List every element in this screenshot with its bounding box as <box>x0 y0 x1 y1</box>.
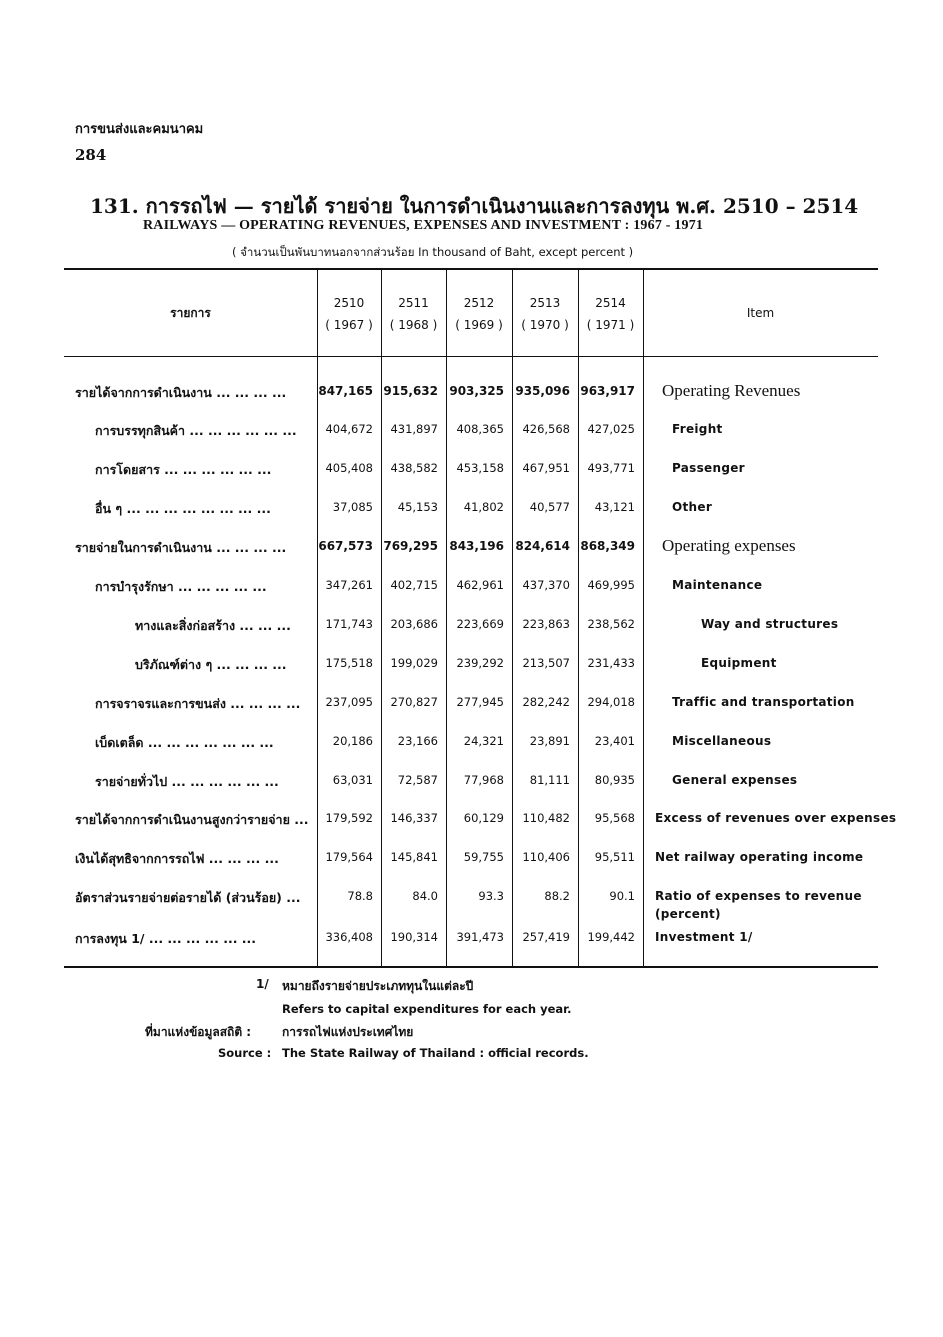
row-label-english: Operating Revenues <box>662 381 801 400</box>
table-cell: 40,577 <box>529 500 570 514</box>
table-cell: 935,096 <box>515 384 570 398</box>
row-label-english-cont: (percent) <box>655 907 721 921</box>
table-cell: 199,029 <box>390 656 438 670</box>
table-cell: 95,511 <box>594 850 635 864</box>
table-cell: 404,672 <box>325 422 373 436</box>
table-cell: 23,891 <box>529 734 570 748</box>
table-bottom-rule <box>64 966 878 968</box>
table-cell: 257,419 <box>522 930 570 944</box>
table-cell: 237,095 <box>325 695 373 709</box>
row-label-thai: อื่น ๆ ... ... ... ... ... ... ... ... <box>95 501 271 516</box>
year-header-be: 2511 <box>398 296 429 310</box>
year-header-ce: ( 1969 ) <box>455 318 503 332</box>
column-divider <box>643 270 644 966</box>
source-thai: การรถไฟแห่งประเทศไทย <box>282 1025 414 1039</box>
table-cell: 426,568 <box>522 422 570 436</box>
table-cell: 282,242 <box>522 695 570 709</box>
source-english: The State Railway of Thailand : official records. <box>282 1046 589 1060</box>
table-cell: 769,295 <box>383 539 438 553</box>
table-cell: 391,473 <box>456 930 504 944</box>
page-number: 284 <box>75 146 107 164</box>
source-thai-label: ที่มาแห่งข้อมูลสถิติ : <box>145 1025 252 1039</box>
table-cell: 81,111 <box>529 773 570 787</box>
row-label-english: General expenses <box>672 773 798 787</box>
row-label-english: Operating expenses <box>662 536 796 555</box>
table-cell: 63,031 <box>332 773 373 787</box>
row-label-english: Freight <box>672 422 723 436</box>
table-cell: 179,592 <box>325 811 373 825</box>
table-cell: 402,715 <box>390 578 438 592</box>
row-label-thai: บริภัณฑ์ต่าง ๆ ... ... ... ... <box>135 657 287 672</box>
year-header-be: 2510 <box>333 296 365 310</box>
table-cell: 453,158 <box>456 461 504 475</box>
table-cell: 78.8 <box>347 889 373 903</box>
table-cell: 847,165 <box>318 384 373 398</box>
table-cell: 347,261 <box>325 578 373 592</box>
table-cell: 469,995 <box>587 578 635 592</box>
table-cell: 431,897 <box>390 422 438 436</box>
table-cell: 213,507 <box>522 656 570 670</box>
year-header-be: 2513 <box>529 296 561 310</box>
table-cell: 199,442 <box>587 930 635 944</box>
row-label-thai: เงินได้สุทธิจากการรถไฟ ... ... ... ... <box>75 851 279 866</box>
table-cell: 963,917 <box>580 384 635 398</box>
table-cell: 72,587 <box>397 773 438 787</box>
row-label-thai: รายได้จากการดำเนินงานสูงกว่ารายจ่าย ... <box>75 812 309 827</box>
table-cell: 110,482 <box>522 811 570 825</box>
row-label-thai: การบำรุงรักษา ... ... ... ... ... <box>95 579 267 594</box>
table-cell: 277,945 <box>456 695 504 709</box>
row-label-thai: การบรรทุกสินค้า ... ... ... ... ... ... <box>95 423 297 438</box>
table-cell: 77,968 <box>463 773 504 787</box>
row-label-thai: รายจ่ายในการดำเนินงาน ... ... ... ... <box>75 540 287 555</box>
table-cell: 294,018 <box>587 695 635 709</box>
table-top-rule <box>64 268 878 270</box>
table-cell: 84.0 <box>412 889 438 903</box>
table-cell: 95,568 <box>594 811 635 825</box>
row-label-english: Equipment <box>701 656 777 670</box>
table-cell: 146,337 <box>390 811 438 825</box>
row-label-english: Maintenance <box>672 578 763 592</box>
row-label-english: Other <box>672 500 713 514</box>
year-header-ce: ( 1967 ) <box>325 318 373 332</box>
table-cell: 239,292 <box>456 656 504 670</box>
table-cell: 171,743 <box>325 617 373 631</box>
table-cell: 37,085 <box>332 500 373 514</box>
row-label-english: Investment 1/ <box>655 930 753 944</box>
year-header-be: 2512 <box>463 296 495 310</box>
table-cell: 667,573 <box>318 539 373 553</box>
table-title-thai: 131. การรถไฟ — รายได้ รายจ่าย ในการดำเนินงานและการลงทุน พ.ศ. 2510 – 2514 <box>90 194 859 218</box>
table-cell: 93.3 <box>478 889 504 903</box>
table-cell: 110,406 <box>522 850 570 864</box>
year-header-ce: ( 1971 ) <box>586 318 635 332</box>
table-cell: 45,153 <box>397 500 438 514</box>
table-cell: 88.2 <box>544 889 570 903</box>
row-label-thai: รายจ่ายทั่วไป ... ... ... ... ... ... <box>95 774 279 789</box>
footnote-english: Refers to capital expenditures for each year. <box>282 1002 572 1016</box>
table-cell: 231,433 <box>587 656 635 670</box>
table-cell: 843,196 <box>449 539 504 553</box>
table-cell: 437,370 <box>522 578 570 592</box>
table-cell: 915,632 <box>383 384 438 398</box>
table-cell: 223,863 <box>522 617 570 631</box>
header-item-english: Item <box>746 306 775 320</box>
table-cell: 903,325 <box>449 384 504 398</box>
row-label-thai: การโดยสาร ... ... ... ... ... ... <box>95 462 272 477</box>
table-cell: 824,614 <box>515 539 570 553</box>
row-label-thai: การจราจรและการขนส่ง ... ... ... ... <box>95 696 301 711</box>
table-cell: 462,961 <box>456 578 504 592</box>
table-cell: 24,321 <box>463 734 504 748</box>
row-label-thai: ทางและสิ่งก่อสร้าง ... ... ... <box>135 618 291 633</box>
row-label-english: Ratio of expenses to revenue <box>655 889 862 903</box>
header-bottom-rule <box>64 356 878 357</box>
table-cell: 41,802 <box>463 500 504 514</box>
table-cell: 179,564 <box>325 850 373 864</box>
table-cell: 80,935 <box>594 773 635 787</box>
table-cell: 408,365 <box>456 422 504 436</box>
table-cell: 238,562 <box>587 617 635 631</box>
footnote-thai: หมายถึงรายจ่ายประเภททุนในแต่ละปี <box>282 979 474 993</box>
row-label-thai: อัตราส่วนรายจ่ายต่อรายได้ (ส่วนร้อย) ... <box>75 890 301 905</box>
table-cell: 223,669 <box>456 617 504 631</box>
table-cell: 493,771 <box>587 461 635 475</box>
year-header-ce: ( 1968 ) <box>389 318 438 332</box>
table-cell: 336,408 <box>325 930 373 944</box>
table-cell: 203,686 <box>390 617 438 631</box>
row-label-english: Traffic and transportation <box>672 695 855 709</box>
table-cell: 270,827 <box>390 695 438 709</box>
row-label-english: Passenger <box>672 461 745 475</box>
table-title-english: RAILWAYS — OPERATING REVENUES, EXPENSES AND INVESTMENT : 1967 - 1971 <box>143 218 704 233</box>
table-cell: 20,186 <box>332 734 373 748</box>
header-item-thai: รายการ <box>170 306 211 320</box>
running-head: การขนส่งและคมนาคม <box>75 122 204 137</box>
source-english-label: Source : <box>218 1046 272 1060</box>
row-label-english: Miscellaneous <box>672 734 772 748</box>
table-cell: 43,121 <box>594 500 635 514</box>
table-cell: 23,401 <box>594 734 635 748</box>
table-cell: 405,408 <box>325 461 373 475</box>
footnote-mark: 1/ <box>256 977 269 991</box>
table-cell: 438,582 <box>390 461 438 475</box>
table-cell: 60,129 <box>463 811 504 825</box>
units-note: ( จำนวนเป็นพันบาทนอกจากส่วนร้อย In thousand of Baht, except percent ) <box>232 245 634 259</box>
table-cell: 59,755 <box>463 850 504 864</box>
year-header-ce: ( 1970 ) <box>521 318 569 332</box>
row-label-thai: รายได้จากการดำเนินงาน ... ... ... ... <box>75 385 287 400</box>
row-label-thai: เบ็ดเตล็ด ... ... ... ... ... ... ... <box>95 735 274 750</box>
table-cell: 427,025 <box>587 422 635 436</box>
table-cell: 868,349 <box>580 539 635 553</box>
table-cell: 145,841 <box>390 850 438 864</box>
row-label-english: Net railway operating income <box>655 850 864 864</box>
year-header-be: 2514 <box>595 296 626 310</box>
row-label-english: Excess of revenues over expenses <box>655 811 897 825</box>
row-label-thai: การลงทุน 1/ ... ... ... ... ... ... <box>75 931 257 946</box>
table-cell: 190,314 <box>390 930 438 944</box>
table-cell: 23,166 <box>397 734 438 748</box>
table-cell: 467,951 <box>522 461 570 475</box>
row-label-english: Way and structures <box>701 617 839 631</box>
table-cell: 90.1 <box>609 889 635 903</box>
table-cell: 175,518 <box>325 656 373 670</box>
